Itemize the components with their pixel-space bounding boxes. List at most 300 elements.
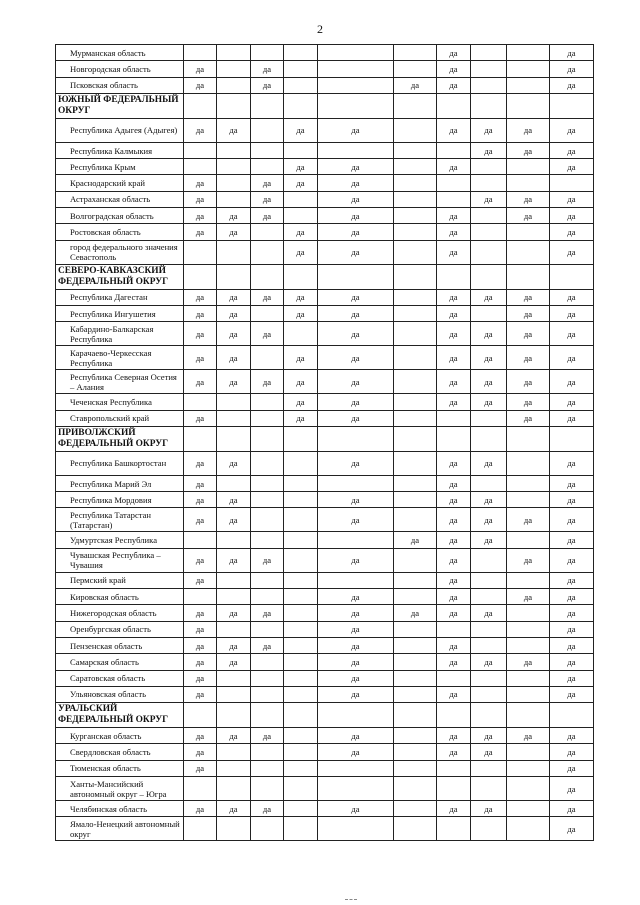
empty-cell [550, 426, 594, 451]
region-name: Ямало-Ненецкий автономный округ [56, 817, 184, 841]
value-cell: да [318, 370, 394, 394]
value-cell [284, 760, 318, 776]
value-cell: да [437, 346, 471, 370]
value-cell [507, 572, 550, 588]
value-cell [507, 61, 550, 77]
region-name: Республика Ингушетия [56, 305, 184, 321]
value-cell [251, 589, 284, 605]
value-cell [217, 589, 251, 605]
value-cell: да [437, 728, 471, 744]
region-name: Республика Мордовия [56, 492, 184, 508]
value-cell [471, 175, 507, 191]
value-cell: да [251, 728, 284, 744]
value-cell [394, 744, 437, 760]
value-cell [318, 777, 394, 801]
value-cell [471, 208, 507, 224]
value-cell: да [284, 159, 318, 175]
value-cell [507, 670, 550, 686]
value-cell [437, 621, 471, 637]
value-cell: да [318, 637, 394, 653]
value-cell: да [284, 289, 318, 305]
value-cell [184, 394, 217, 410]
region-name: Чеченская Республика [56, 394, 184, 410]
value-cell [251, 760, 284, 776]
table-row [56, 760, 594, 776]
value-cell: да [251, 289, 284, 305]
value-cell: да [550, 77, 594, 93]
value-cell [251, 305, 284, 321]
empty-cell [217, 264, 251, 289]
value-cell [471, 760, 507, 776]
value-cell: да [550, 394, 594, 410]
value-cell [184, 777, 217, 801]
value-cell: да [394, 605, 437, 621]
district-row [56, 703, 594, 728]
value-cell [251, 394, 284, 410]
value-cell: да [437, 61, 471, 77]
value-cell [217, 240, 251, 264]
value-cell [507, 175, 550, 191]
value-cell: да [217, 208, 251, 224]
value-cell [217, 45, 251, 61]
value-cell: да [284, 410, 318, 426]
region-name: Республика Северная Осетия – Алания [56, 370, 184, 394]
value-cell [251, 654, 284, 670]
value-cell: да [184, 670, 217, 686]
value-cell: да [437, 322, 471, 346]
value-cell: да [318, 208, 394, 224]
value-cell [217, 621, 251, 637]
value-cell [394, 475, 437, 491]
value-cell [550, 175, 594, 191]
value-cell [318, 77, 394, 93]
empty-cell [507, 264, 550, 289]
value-cell: да [437, 118, 471, 142]
value-cell: да [217, 492, 251, 508]
value-cell [251, 410, 284, 426]
value-cell: да [318, 801, 394, 817]
empty-cell [284, 264, 318, 289]
value-cell [394, 817, 437, 841]
value-cell [507, 475, 550, 491]
value-cell [507, 777, 550, 801]
value-cell: да [437, 208, 471, 224]
empty-cell [184, 264, 217, 289]
region-name: Республика Башкортостан [56, 451, 184, 475]
value-cell: да [437, 394, 471, 410]
value-cell: да [184, 77, 217, 93]
table-row [56, 451, 594, 475]
value-cell: да [184, 548, 217, 572]
value-cell: да [550, 208, 594, 224]
value-cell [507, 159, 550, 175]
value-cell: да [550, 289, 594, 305]
value-cell: да [284, 394, 318, 410]
table-row [56, 45, 594, 61]
value-cell [284, 208, 318, 224]
empty-cell [437, 93, 471, 118]
table-row [56, 346, 594, 370]
empty-cell [284, 93, 318, 118]
value-cell [394, 728, 437, 744]
value-cell: да [217, 322, 251, 346]
value-cell [394, 410, 437, 426]
value-cell: да [284, 175, 318, 191]
value-cell [284, 572, 318, 588]
value-cell: да [437, 45, 471, 61]
value-cell [507, 801, 550, 817]
value-cell: да [437, 654, 471, 670]
value-cell [184, 159, 217, 175]
value-cell: да [550, 346, 594, 370]
table-row [56, 654, 594, 670]
value-cell: да [471, 744, 507, 760]
region-name: Челябинская область [56, 801, 184, 817]
value-cell [184, 589, 217, 605]
empty-cell [318, 703, 394, 728]
table-row [56, 744, 594, 760]
empty-cell [437, 703, 471, 728]
value-cell: да [217, 451, 251, 475]
value-cell [394, 322, 437, 346]
value-cell: да [437, 492, 471, 508]
value-cell [394, 451, 437, 475]
region-name: Республика Марий Эл [56, 475, 184, 491]
value-cell [507, 532, 550, 548]
value-cell: да [318, 686, 394, 702]
value-cell: да [184, 686, 217, 702]
value-cell: да [217, 346, 251, 370]
empty-cell [550, 93, 594, 118]
value-cell: да [184, 605, 217, 621]
value-cell: да [184, 191, 217, 207]
value-cell: да [507, 589, 550, 605]
empty-cell [251, 703, 284, 728]
value-cell: да [318, 394, 394, 410]
empty-cell [507, 93, 550, 118]
region-name: Ставропольский край [56, 410, 184, 426]
value-cell [251, 532, 284, 548]
district-row [56, 93, 594, 118]
empty-cell [394, 426, 437, 451]
value-cell: да [437, 548, 471, 572]
value-cell: да [184, 322, 217, 346]
table-row [56, 159, 594, 175]
page-number: 2 [317, 22, 323, 36]
value-cell: да [507, 728, 550, 744]
value-cell: да [184, 654, 217, 670]
value-cell: да [284, 224, 318, 240]
value-cell: да [550, 370, 594, 394]
value-cell [251, 686, 284, 702]
value-cell [471, 572, 507, 588]
value-cell [437, 191, 471, 207]
value-cell [394, 240, 437, 264]
value-cell: да [217, 728, 251, 744]
region-table [55, 44, 594, 841]
value-cell: да [550, 322, 594, 346]
value-cell [251, 224, 284, 240]
table-row [56, 394, 594, 410]
value-cell: да [184, 492, 217, 508]
value-cell: да [184, 760, 217, 776]
value-cell: да [217, 370, 251, 394]
value-cell [507, 45, 550, 61]
empty-cell [550, 264, 594, 289]
table-row [56, 572, 594, 588]
region-name: Волгоградская область [56, 208, 184, 224]
table-row [56, 61, 594, 77]
region-name: Оренбургская область [56, 621, 184, 637]
table-row [56, 728, 594, 744]
value-cell: да [550, 492, 594, 508]
value-cell: да [184, 208, 217, 224]
value-cell [217, 159, 251, 175]
table-row [56, 532, 594, 548]
value-cell: да [318, 508, 394, 532]
value-cell: да [507, 346, 550, 370]
value-cell [251, 45, 284, 61]
empty-cell [318, 426, 394, 451]
empty-cell [284, 426, 318, 451]
table-row [56, 621, 594, 637]
value-cell: да [550, 410, 594, 426]
value-cell [251, 240, 284, 264]
value-cell [217, 475, 251, 491]
value-cell: да [184, 370, 217, 394]
table-row [56, 305, 594, 321]
empty-cell [550, 703, 594, 728]
value-cell [394, 191, 437, 207]
value-cell: да [507, 191, 550, 207]
value-cell: да [437, 637, 471, 653]
empty-cell [507, 426, 550, 451]
value-cell [394, 621, 437, 637]
value-cell [471, 77, 507, 93]
value-cell [217, 532, 251, 548]
value-cell [284, 322, 318, 346]
value-cell: да [550, 637, 594, 653]
value-cell: да [507, 289, 550, 305]
value-cell [251, 670, 284, 686]
value-cell [284, 548, 318, 572]
table-row [56, 492, 594, 508]
value-cell: да [437, 605, 471, 621]
value-cell: да [550, 61, 594, 77]
district-row [56, 426, 594, 451]
table-row [56, 686, 594, 702]
value-cell [217, 777, 251, 801]
value-cell [437, 142, 471, 158]
value-cell: да [550, 744, 594, 760]
value-cell: да [437, 532, 471, 548]
value-cell [507, 492, 550, 508]
value-cell: да [184, 289, 217, 305]
value-cell [394, 175, 437, 191]
value-cell: да [550, 305, 594, 321]
empty-cell [394, 703, 437, 728]
empty-cell [184, 703, 217, 728]
value-cell [471, 777, 507, 801]
value-cell [284, 670, 318, 686]
table-row [56, 670, 594, 686]
value-cell: да [251, 191, 284, 207]
value-cell: да [471, 370, 507, 394]
value-cell [437, 777, 471, 801]
region-name: Республика Адыгея (Адыгея) [56, 118, 184, 142]
value-cell: да [318, 744, 394, 760]
value-cell [251, 572, 284, 588]
value-cell [394, 118, 437, 142]
value-cell [394, 654, 437, 670]
value-cell [507, 744, 550, 760]
value-cell: да [217, 637, 251, 653]
region-name: Свердловская область [56, 744, 184, 760]
value-cell [284, 589, 318, 605]
empty-cell [471, 264, 507, 289]
value-cell: да [471, 728, 507, 744]
value-cell [437, 175, 471, 191]
value-cell: да [471, 142, 507, 158]
value-cell: да [251, 322, 284, 346]
value-cell [251, 777, 284, 801]
value-cell [217, 175, 251, 191]
value-cell [318, 532, 394, 548]
value-cell: да [437, 508, 471, 532]
value-cell [284, 142, 318, 158]
value-cell: да [394, 77, 437, 93]
value-cell: да [184, 118, 217, 142]
region-name: Краснодарский край [56, 175, 184, 191]
value-cell: да [437, 77, 471, 93]
value-cell [471, 670, 507, 686]
value-cell: да [318, 548, 394, 572]
region-name: Чувашская Республика – Чувашия [56, 548, 184, 572]
value-cell: да [217, 548, 251, 572]
value-cell: да [471, 508, 507, 532]
value-cell [437, 670, 471, 686]
value-cell: да [318, 305, 394, 321]
value-cell [318, 45, 394, 61]
value-cell [507, 686, 550, 702]
value-cell: да [251, 77, 284, 93]
value-cell: да [471, 654, 507, 670]
empty-cell [394, 264, 437, 289]
value-cell: да [471, 289, 507, 305]
value-cell [284, 654, 318, 670]
region-name: Пензенская область [56, 637, 184, 653]
empty-cell [284, 703, 318, 728]
value-cell [394, 346, 437, 370]
value-cell: да [284, 240, 318, 264]
empty-cell [184, 426, 217, 451]
table-body [56, 45, 594, 841]
value-cell [284, 508, 318, 532]
value-cell [217, 394, 251, 410]
table-row [56, 605, 594, 621]
value-cell [217, 410, 251, 426]
value-cell [471, 637, 507, 653]
value-cell: да [550, 605, 594, 621]
table-row [56, 777, 594, 801]
region-name: Новгородская область [56, 61, 184, 77]
value-cell: да [251, 637, 284, 653]
value-cell [217, 760, 251, 776]
table-row [56, 801, 594, 817]
value-cell [284, 532, 318, 548]
value-cell: да [550, 532, 594, 548]
region-name: Республика Татарстан (Татарстан) [56, 508, 184, 532]
empty-cell [217, 703, 251, 728]
region-name: Мурманская область [56, 45, 184, 61]
value-cell [318, 817, 394, 841]
value-cell: да [550, 670, 594, 686]
value-cell [318, 572, 394, 588]
value-cell [284, 191, 318, 207]
value-cell: да [184, 61, 217, 77]
value-cell: да [284, 118, 318, 142]
region-name: Кабардино-Балкарская Республика [56, 322, 184, 346]
value-cell: да [507, 370, 550, 394]
value-cell: да [507, 548, 550, 572]
value-cell: да [471, 492, 507, 508]
value-cell [284, 475, 318, 491]
value-cell [394, 508, 437, 532]
value-cell [184, 817, 217, 841]
district-row [56, 264, 594, 289]
region-name: Саратовская область [56, 670, 184, 686]
value-cell: да [471, 118, 507, 142]
value-cell: да [318, 191, 394, 207]
value-cell [437, 817, 471, 841]
region-name: Республика Дагестан [56, 289, 184, 305]
value-cell: да [184, 621, 217, 637]
value-cell: да [437, 159, 471, 175]
table-row [56, 142, 594, 158]
empty-cell [251, 426, 284, 451]
value-cell [394, 548, 437, 572]
value-cell [318, 61, 394, 77]
value-cell: да [184, 801, 217, 817]
value-cell [217, 817, 251, 841]
table-row [56, 240, 594, 264]
value-cell: да [184, 224, 217, 240]
value-cell: да [184, 508, 217, 532]
value-cell: да [318, 410, 394, 426]
value-cell [394, 777, 437, 801]
value-cell: да [550, 240, 594, 264]
value-cell: да [318, 728, 394, 744]
value-cell [471, 410, 507, 426]
value-cell: да [217, 654, 251, 670]
value-cell [217, 191, 251, 207]
value-cell [217, 572, 251, 588]
value-cell [507, 760, 550, 776]
region-name: Нижегородская область [56, 605, 184, 621]
table-row [56, 508, 594, 532]
value-cell: да [437, 240, 471, 264]
value-cell [284, 451, 318, 475]
value-cell [251, 508, 284, 532]
value-cell: да [217, 118, 251, 142]
value-cell [284, 45, 318, 61]
value-cell [284, 744, 318, 760]
table-row [56, 118, 594, 142]
value-cell [394, 801, 437, 817]
value-cell [507, 621, 550, 637]
value-cell: да [507, 305, 550, 321]
value-cell: да [471, 322, 507, 346]
